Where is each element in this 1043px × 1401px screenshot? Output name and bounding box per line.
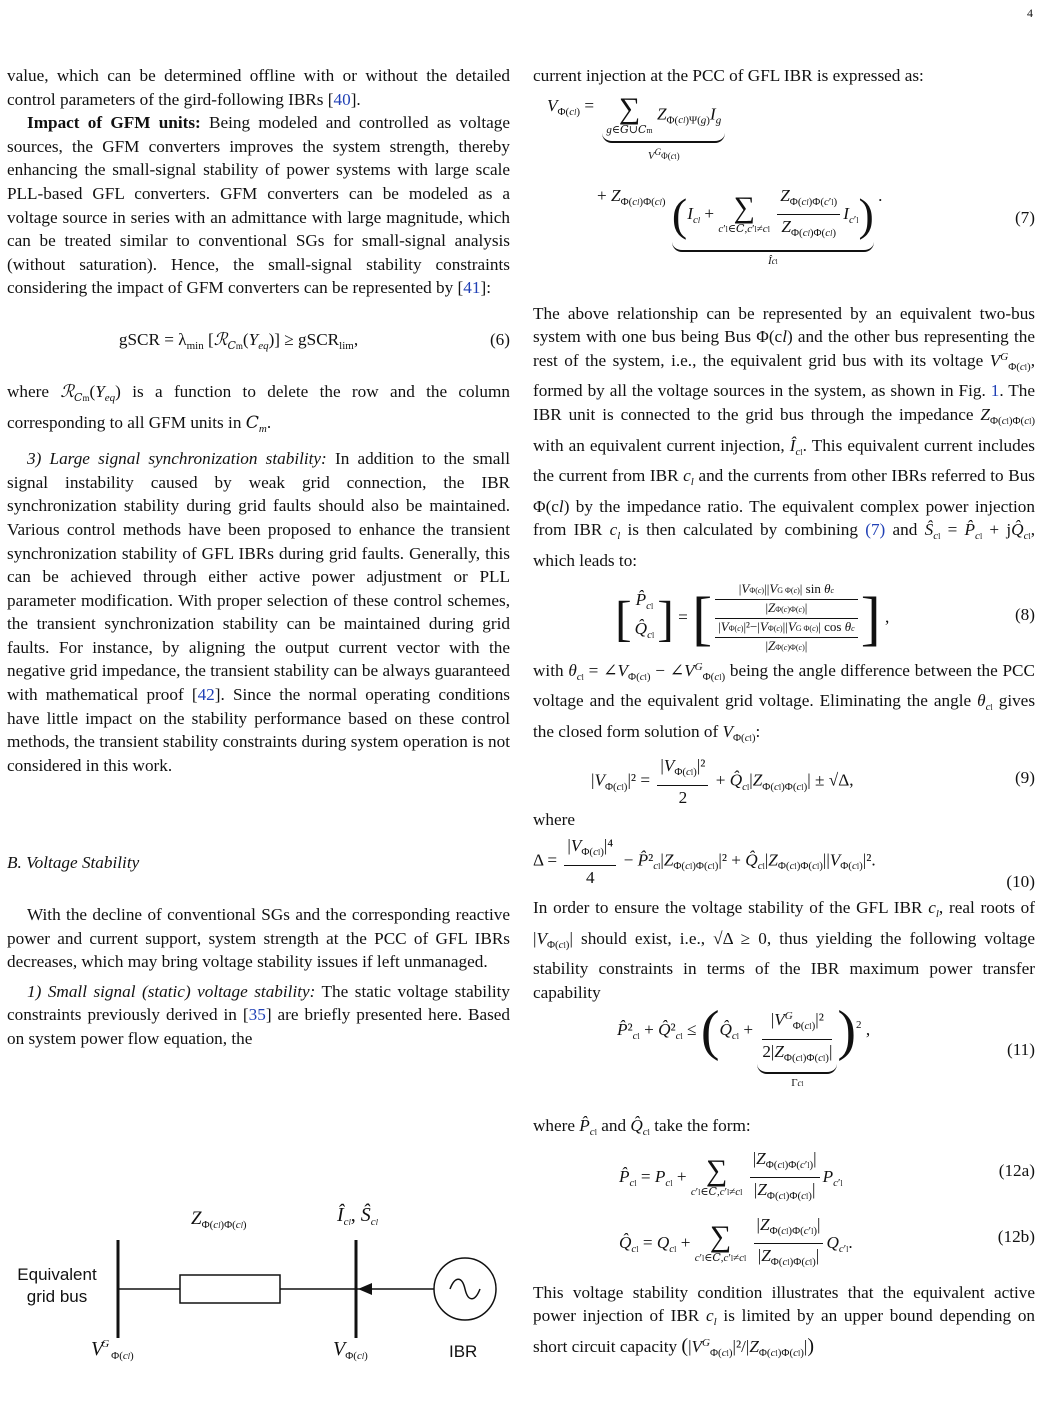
paragraph-after-eq6: where $ℛ_{Cm}(Y_{eq})$ is a function to delete the row and the column corresponding to all GFM units in $C_m$. (7, 381, 510, 435)
paragraph-angle: with $\theta_{cl}$ = $\angle V_{\Phi(cl)}$ − $\angle V_{G\Phi(cl)}$ being the angle difference between the PCC voltage and the equivalent grid voltage. Eliminating the angle $\theta_{cl}$ gives the closed form solution of $V_{\Phi(cl)}$: (533, 660, 1036, 744)
paragraph-sync: 3) Large signal synchronization stability: In addition to the small signal instability caused by weak grid connection, the IBR synchronization stability during grid faults should also be maintained. Various control methods have been proposed to enhance the transient synchronization stability of GFL IBRs during grid faults. Generally, this can be achieved through either active power adjustment or PLL parameter modification. With proper selection of these control schemes, the transient synchronization stability can be maintained during grid faults. For instance, by aligning the output current vector with the negative grid impedance, the transient stability can be always guaranteed with mathematical proof [42]. Since the normal operating conditions have little impact on the stability performance based on these control methods, the transient stability constraints during system operation is not considered in this work. (7, 449, 510, 775)
paragraph-upper-bound: This voltage stability condition illustrates that the equivalent active power injection of IBR $c_l$ is limited by an upper bound depending on short circuit capacity $(|V_{G\Phi(cl)}|^2/|Z_{\Phi(cl)\Phi(cl)}|)$ (533, 1282, 1036, 1360)
ibr-label: IBR (449, 1342, 478, 1361)
ac-source-icon (450, 1279, 480, 1299)
circuit-figure: $Z_{\Phi(cl)\Phi(cl)}$ $Î_{cl}$, $Ŝ_{cl}$ Equivalent grid bus $V_{G\Phi(cl)}$ $V_{\Phi(cl)}$ IBR (7, 1190, 510, 1390)
paragraph-static: 1) Small signal (static) voltage stability: The static voltage stability constraints previously derived in [35] are briefly presented here. Based on system power flow equation, the (7, 981, 511, 1048)
equation-12a: $P̂_{cl} = P_{cl}$ + ∑ c′l∈C,c′l≠cl $\frac{|Z_{\Phi(cl)\Phi(c'l)}|}{|Z_{\Phi(cl)\Phi(cl)}|}$ $P_{c'l}$ (12a) (619, 1148, 1035, 1203)
citation-link[interactable]: 42 (197, 685, 215, 705)
impedance-box (180, 1275, 280, 1303)
paragraph-voltage-stability: With the decline of conventional SGs and the corresponding reactive power and current support, system strength at the PCC of GFL IBRs decreases, which may bring voltage stability issues if left unmanaged. (7, 905, 510, 972)
section-b-heading: B. Voltage Stability (7, 853, 140, 873)
citation-link[interactable]: 35 (248, 1005, 266, 1025)
paragraph-gfm: Impact of GFM units: Being modeled and controlled as voltage sources, the GFM converters improves the system strength, thereby enhancing the small-signal stability of power systems with large scale PLL-based GFL converters. GFM converters can be modeled as a voltage source in series with an admittance with large magnitude, which can be treated similar to conventional SGs for small-signal analysis (without saturation). Hence, the small-signal stability constraints considering the impact of GFM converters can be represented by [41]: (7, 113, 510, 298)
equation-6: gSCR = $\lambda_{min}$ $[ℛ_{Cm}(Y_{eq})]$ ≥ gSCR$_{lim}$, (6) (118, 329, 510, 352)
equivalent-grid-bus-label: Equivalent grid bus (17, 1265, 97, 1306)
text-where: where (533, 810, 575, 830)
right-column (533, 64, 1035, 1366)
current-arrow (358, 1283, 372, 1295)
left-column (7, 64, 510, 1051)
citation-link[interactable]: 41 (463, 278, 481, 298)
paragraph-current-injection: current injection at the PCC of GFL IBR is expressed as: (533, 66, 924, 85)
paragraph-real-roots: In order to ensure the voltage stability of the GFL IBR $c_l$, real roots of $|V_{\Phi(cl)}|$ should exist, i.e., √Δ ≥ 0, thus yielding the following voltage stability constraints in terms of the IBR maximum power transfer capability (533, 897, 1036, 1002)
citation-link[interactable]: 40 (333, 89, 351, 109)
paragraph-intro: value, which can be determined offline with or without the detailed control parameters of the gird-following IBRs [40]. (7, 66, 510, 109)
equation-10: Δ = $\frac{|V_{\Phi(cl)}|^4}{4}$ − $P̂^2_{cl}|Z_{\Phi(cl)\Phi(cl)}|^2$ + $Q̂_{cl}|Z_{\Phi(cl)\Phi(cl)}||V_{\Phi(cl)}|^2$. (10) (533, 835, 1035, 891)
static-heading: 1) Small signal (static) voltage stability: (27, 981, 316, 1001)
sync-heading: 3) Large signal synchronization stability: (27, 449, 327, 469)
gfm-heading: Impact of GFM units: (27, 113, 201, 133)
equation-9: $|V_{\Phi(cl)}|^2$ = $\frac{|V_{\Phi(cl)}|^2}{2}$ + $Q̂_{cl}|Z_{\Phi(cl)\Phi(cl)}| \pm √\Delta$, (9) (591, 756, 1035, 807)
equation-7: $V_{\Phi(cl)}$ = ∑ g∈G∪Cm $Z_{\Phi(cl)\Psi(g)}I_g$ $V^G\Phi(cl)$ + $Z_{\Phi(cl)\Phi(cl)}$ ($I_{cl}$ + ∑ c′l∈C,c′l≠cl $\frac{Z_{\Phi(cl)\Phi(c'l)}}{Z_{\Phi(cl)\Phi(cl)}}$ $I_{c'l}$) Îcl . (7) (547, 91, 1035, 267)
page-number: 4 (1027, 6, 1033, 20)
equation-12b: $Q̂_{cl} = Q_{cl}$ + ∑ c′l∈C,c′l≠cl $\frac{|Z_{\Phi(cl)\Phi(c'l)}|}{|Z_{\Phi(cl)\Phi(cl)}|}$ $Q_{c'l}$. (12b) (619, 1214, 1035, 1269)
equation-8: [ $P̂_{cl}$ $Q̂_{cl}$ ] = [ |VΦ(c)||VG Φ(c)| sin θc |ZΦ(c)Φ(c)| |VΦ(c)|²−|VΦ(c)||VG Φ(c)| cos θc |ZΦ(c)Φ(c)| ] , (8) (533, 573, 1035, 659)
equation-11: $P̂^2_{cl}$ + $Q̂^2_{cl}$ ≤ ($Q̂_{cl}$ + $\frac{|V_{G\Phi(cl)}|^2}{2|Z_{\Phi(cl)\Phi(cl)}|}$ Γcl )$^2$ , (11) (617, 1000, 1035, 1090)
paragraph-take-form: where $P̂_{cl}$ and $Q̂_{cl}$ take the form: (533, 1116, 751, 1139)
paragraph-two-bus: The above relationship can be represented by an equivalent two-bus system with one bus being Bus Φ(cl) and the other bus representing the rest of the system, i.e., the equivalent grid bus with its voltage $V_{G\Phi(cl)}$, formed by all the voltage sources in the system, as shown in Fig. 1. The IBR unit is connected to the grid bus through the impedance $Z_{\Phi(cl)\Phi(cl)}$ with an equivalent current injection, $Î_{cl}$. This equivalent current includes the current from IBR $c_l$ and the currents from other IBRs referred to Bus Φ(cl) by the impedance ratio. The equivalent complex power injection from IBR $c_l$ is then calculated by combining (7) and $Ŝ_{cl}$ = $P̂_{cl}$ + $jQ̂_{cl}$, which leads to: (533, 303, 1035, 570)
